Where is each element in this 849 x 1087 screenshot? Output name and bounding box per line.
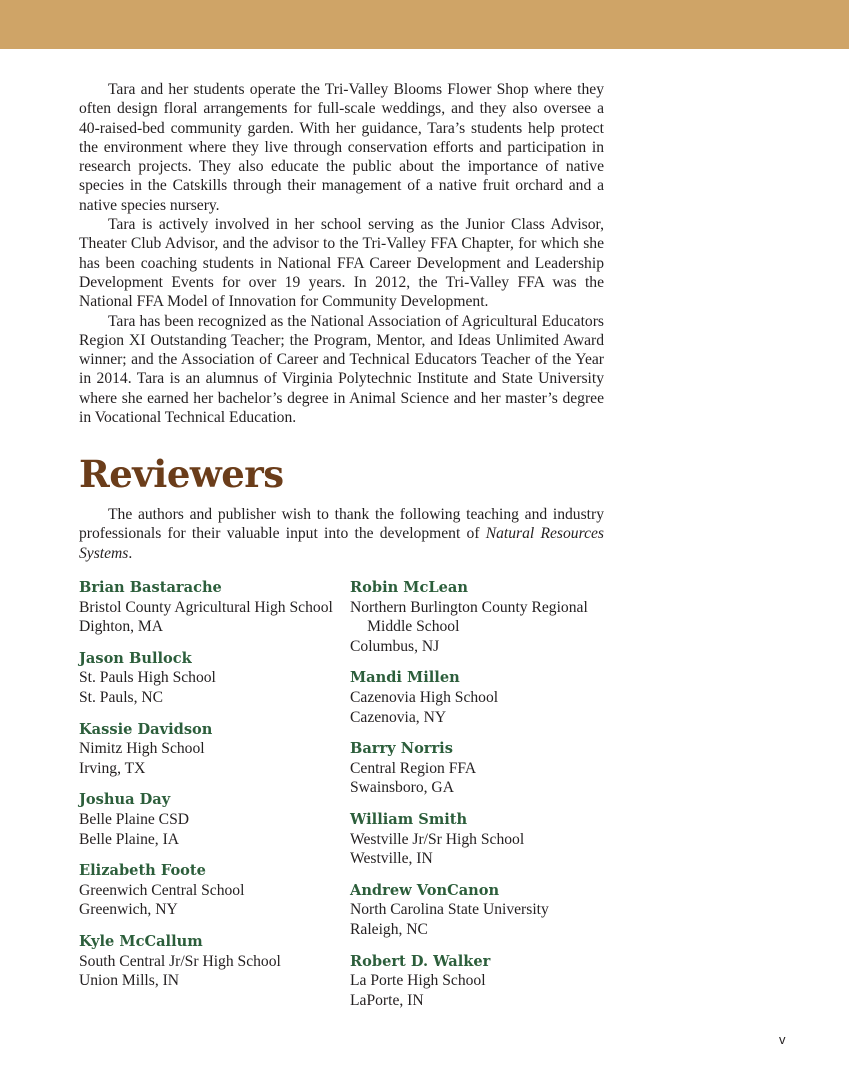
reviewer-entry [350,578,610,656]
reviewer-entry [79,720,339,779]
reviewers-left-column [79,578,339,1003]
reviewers-right-column [350,578,610,1022]
reviewer-entry [350,739,610,798]
reviewer-name: William Smith [350,810,468,828]
reviewer-school: Bristol County Agricultural High School [79,598,333,616]
intro-text: The authors and publisher wish to thank the following teaching and industry professionals for their valuable input into the development of [79,506,604,543]
reviewer-school: Cazenovia High School [350,688,499,706]
reviewer-school: South Central Jr/Sr High School [79,952,281,970]
reviewers-intro [79,505,604,563]
book-title: Natural Resources Systems [79,525,604,562]
reviewer-location: Dighton, MA [79,618,164,636]
reviewer-school: Westville Jr/Sr High School [350,830,525,848]
reviewer-entry [79,790,339,849]
paragraph: Tara has been recognized as the National Association of Agricultural Educators Region XI Outstanding Teacher; the Program, Mentor, and Ideas Unlimited Award winner; and the Association of Career and Technical Educators Teacher of the Year in 2014. Tara is an alumnus of Virginia Polytechnic Institute and State University where she earned her bachelor’s degree in Animal Science and her master’s degree in Vocational Technical Education. [79,312,604,427]
reviewer-entry [79,861,339,920]
header-bar [0,0,849,49]
reviewer-location: Union Mills, IN [79,972,180,990]
reviewer-name: Andrew VonCanon [350,881,500,899]
reviewer-name: Kyle McCallum [79,932,203,950]
reviewer-school: Greenwich Central School [79,881,245,899]
reviewer-school: Belle Plaine CSD [79,810,190,828]
reviewer-entry [350,952,610,1011]
reviewer-school: Central Region FFA [350,759,477,777]
reviewer-entry [350,668,610,727]
reviewer-name: Joshua Day [79,791,171,809]
section-heading: Reviewers [79,452,284,496]
reviewer-name: Kassie Davidson [79,720,213,738]
reviewer-location: Cazenovia, NY [350,708,447,726]
reviewer-location: Columbus, NJ [350,637,440,655]
page-number: v [779,1032,786,1047]
paragraph: Tara and her students operate the Tri-Valley Blooms Flower Shop where they often design floral arrangements for full-scale weddings, and they also oversee a 40-raised-bed community garden. With her guidance, Tara’s students help protect the environment where they live through conservation efforts and participation in research projects. They also educate the public about the importance of native species in the Catskills through their management of a native fruit orchard and a native species nursery. [79,81,604,214]
reviewer-name: Robin McLean [350,579,468,596]
reviewer-name: Robert D. Walker [350,952,491,970]
reviewer-name: Elizabeth Foote [79,862,206,880]
reviewer-name: Barry Norris [350,740,453,758]
reviewer-location: Westville, IN [350,850,433,868]
reviewer-school: Nimitz High School [79,740,205,758]
reviewer-school: North Carolina State University [350,901,549,919]
reviewer-school: La Porte High School [350,972,486,990]
bio-text [79,80,604,427]
reviewer-school: Northern Burlington County Regional Middle School [350,598,588,636]
reviewer-entry [79,649,339,708]
reviewer-location: Raleigh, NC [350,920,428,938]
intro-end: . [128,544,133,562]
paragraph: Tara is actively involved in her school serving as the Junior Class Advisor, Theater Club Advisor, and the advisor to the Tri-Valley FFA Chapter, for which she has been coaching students in National FFA Career Development and Leadership Development Events for over 19 years. In 2012, the Tri-Valley FFA was the National FFA Model of Innovation for Community Development. [79,216,604,311]
reviewer-school: St. Pauls High School [79,669,216,687]
reviewer-location: Irving, TX [79,759,146,777]
reviewer-location: LaPorte, IN [350,991,424,1009]
reviewer-entry [350,881,610,940]
reviewer-name: Brian Bastarache [79,579,222,596]
reviewer-location: Belle Plaine, IA [79,830,180,848]
reviewer-name: Mandi Millen [350,669,460,687]
reviewer-entry [350,810,610,869]
reviewer-entry [79,932,339,991]
reviewer-location: Greenwich, NY [79,901,178,919]
reviewer-name: Jason Bullock [79,649,192,667]
reviewer-location: St. Pauls, NC [79,688,164,706]
reviewer-location: Swainsboro, GA [350,779,454,797]
reviewer-entry [79,578,339,637]
